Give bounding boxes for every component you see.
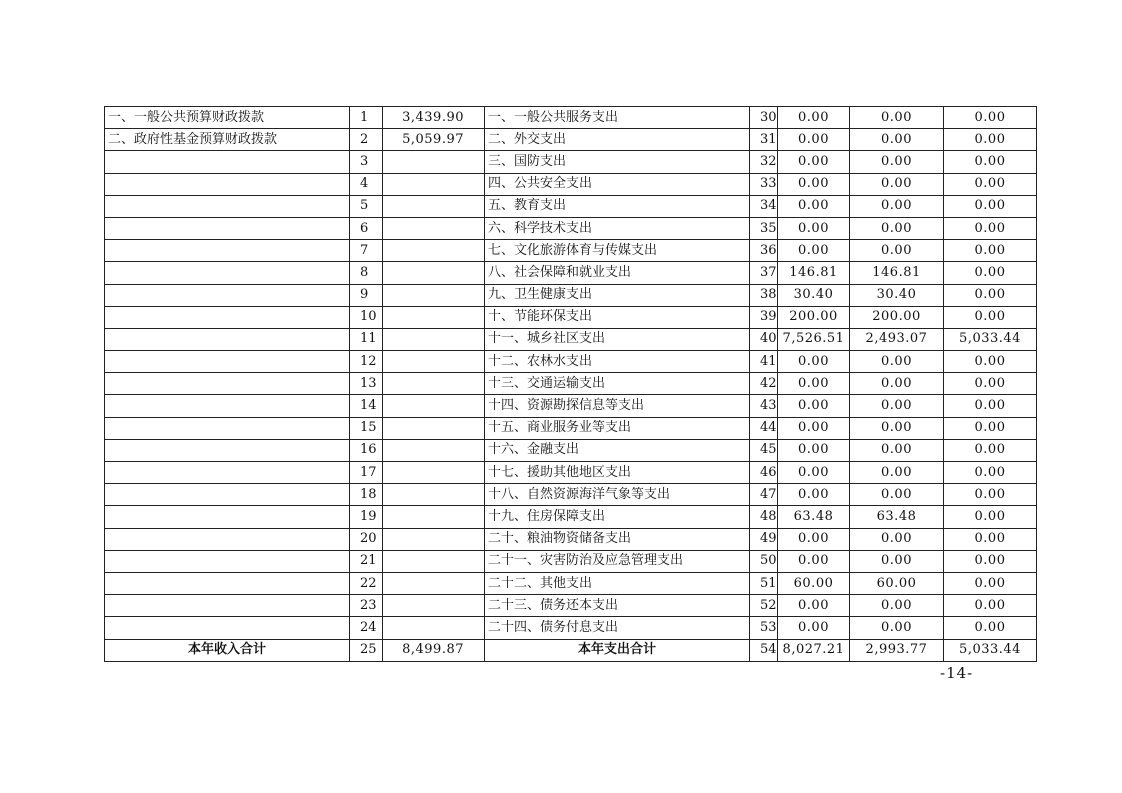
- fund-budget-cell: 5,033.44: [944, 328, 1037, 350]
- expense-item-cell: 十三、交通运输支出: [485, 373, 750, 395]
- expense-line-number-cell: 53: [750, 617, 778, 639]
- general-budget-cell: 0.00: [850, 240, 944, 262]
- line-number-cell: 23: [350, 595, 383, 617]
- expense-total-cell: 200.00: [778, 306, 850, 328]
- table-body: [105, 107, 1037, 662]
- fund-budget-cell: 0.00: [944, 306, 1037, 328]
- expense-total-cell: 0.00: [778, 417, 850, 439]
- line-number-cell: 2: [350, 129, 383, 151]
- expense-item-cell: 五、教育支出: [485, 195, 750, 217]
- expense-total-cell: 63.48: [778, 506, 850, 528]
- income-item-cell: [105, 439, 350, 461]
- expense-line-number-cell: 51: [750, 572, 778, 594]
- fund-budget-cell: 0.00: [944, 195, 1037, 217]
- line-number-cell: 5: [350, 195, 383, 217]
- expense-total-cell: 0.00: [778, 151, 850, 173]
- income-amount-cell: [383, 528, 485, 550]
- income-amount-cell: 3,439.90: [383, 107, 485, 129]
- line-number-cell: 3: [350, 151, 383, 173]
- line-number-cell: 9: [350, 284, 383, 306]
- expense-line-number-cell: 45: [750, 439, 778, 461]
- income-item-cell: [105, 284, 350, 306]
- general-budget-cell: 0.00: [850, 484, 944, 506]
- income-item-cell: [105, 351, 350, 373]
- expense-line-number-cell: 33: [750, 173, 778, 195]
- table-row: [105, 217, 1037, 239]
- budget-table: [104, 106, 1037, 662]
- fund-budget-cell: 0.00: [944, 595, 1037, 617]
- expense-item-cell: 十五、商业服务业等支出: [485, 417, 750, 439]
- income-amount-cell: [383, 373, 485, 395]
- fund-budget-cell: 0.00: [944, 151, 1037, 173]
- general-budget-cell: 0.00: [850, 217, 944, 239]
- line-number-cell: 12: [350, 351, 383, 373]
- income-item-cell: [105, 195, 350, 217]
- line-number-cell: 7: [350, 240, 383, 262]
- income-item-cell: [105, 328, 350, 350]
- table-row: [105, 395, 1037, 417]
- line-number-cell: 15: [350, 417, 383, 439]
- fund-budget-cell: 0.00: [944, 262, 1037, 284]
- fund-budget-cell: 0.00: [944, 173, 1037, 195]
- income-item-cell: [105, 173, 350, 195]
- expense-line-number-cell: 49: [750, 528, 778, 550]
- general-budget-cell: 0.00: [850, 173, 944, 195]
- expense-total-cell: 30.40: [778, 284, 850, 306]
- table-row: [105, 173, 1037, 195]
- income-item-cell: [105, 306, 350, 328]
- line-number-cell: 13: [350, 373, 383, 395]
- income-amount-cell: [383, 195, 485, 217]
- income-amount-cell: [383, 484, 485, 506]
- general-budget-total: 2,993.77: [850, 639, 944, 661]
- fund-budget-total: 5,033.44: [944, 639, 1037, 661]
- income-item-cell: [105, 240, 350, 262]
- expense-item-cell: 十八、自然资源海洋气象等支出: [485, 484, 750, 506]
- general-budget-cell: 200.00: [850, 306, 944, 328]
- general-budget-cell: 2,493.07: [850, 328, 944, 350]
- income-item-cell: [105, 506, 350, 528]
- expense-total-cell: 0.00: [778, 617, 850, 639]
- income-item-cell: [105, 550, 350, 572]
- fund-budget-cell: 0.00: [944, 439, 1037, 461]
- line-number-cell: 11: [350, 328, 383, 350]
- table-row: [105, 351, 1037, 373]
- general-budget-cell: 0.00: [850, 151, 944, 173]
- expense-line-number-cell: 47: [750, 484, 778, 506]
- general-budget-cell: 0.00: [850, 595, 944, 617]
- expense-item-cell: 二十四、债务付息支出: [485, 617, 750, 639]
- income-item-cell: [105, 151, 350, 173]
- fund-budget-cell: 0.00: [944, 572, 1037, 594]
- income-total-label: 本年收入合计: [105, 639, 350, 661]
- expense-item-cell: 八、社会保障和就业支出: [485, 262, 750, 284]
- general-budget-cell: 0.00: [850, 195, 944, 217]
- table-row: [105, 462, 1037, 484]
- general-budget-cell: 0.00: [850, 462, 944, 484]
- expense-total-cell: 0.00: [778, 240, 850, 262]
- table-row: [105, 528, 1037, 550]
- general-budget-cell: 0.00: [850, 107, 944, 129]
- fund-budget-cell: 0.00: [944, 417, 1037, 439]
- line-number-cell: 19: [350, 506, 383, 528]
- income-amount-cell: [383, 151, 485, 173]
- expense-line-number-cell: 42: [750, 373, 778, 395]
- fund-budget-cell: 0.00: [944, 462, 1037, 484]
- income-item-cell: [105, 572, 350, 594]
- table-row: [105, 306, 1037, 328]
- line-number-cell: 18: [350, 484, 383, 506]
- income-item-cell: [105, 217, 350, 239]
- general-budget-cell: 0.00: [850, 417, 944, 439]
- fund-budget-cell: 0.00: [944, 129, 1037, 151]
- income-amount-cell: [383, 328, 485, 350]
- general-budget-cell: 63.48: [850, 506, 944, 528]
- income-amount-cell: [383, 284, 485, 306]
- expense-line-number-cell: 43: [750, 395, 778, 417]
- expense-line-number-cell: 54: [750, 639, 778, 661]
- general-budget-cell: 0.00: [850, 395, 944, 417]
- table-row: [105, 484, 1037, 506]
- fund-budget-cell: 0.00: [944, 373, 1037, 395]
- fund-budget-cell: 0.00: [944, 240, 1037, 262]
- page-number: -14-: [940, 664, 974, 682]
- totals-row: [105, 639, 1037, 661]
- expense-item-cell: 二十三、债务还本支出: [485, 595, 750, 617]
- expense-item-cell: 六、科学技术支出: [485, 217, 750, 239]
- fund-budget-cell: 0.00: [944, 506, 1037, 528]
- line-number-cell: 6: [350, 217, 383, 239]
- line-number-cell: 25: [350, 639, 383, 661]
- income-amount-cell: [383, 617, 485, 639]
- table-row: [105, 417, 1037, 439]
- expense-total-cell: 0.00: [778, 439, 850, 461]
- income-amount-cell: [383, 439, 485, 461]
- table-row: [105, 617, 1037, 639]
- expense-line-number-cell: 35: [750, 217, 778, 239]
- income-item-cell: [105, 595, 350, 617]
- fund-budget-cell: 0.00: [944, 528, 1037, 550]
- expense-item-cell: 十九、住房保障支出: [485, 506, 750, 528]
- general-budget-cell: 146.81: [850, 262, 944, 284]
- expense-item-cell: 七、文化旅游体育与传媒支出: [485, 240, 750, 262]
- general-budget-cell: 0.00: [850, 129, 944, 151]
- income-amount-cell: [383, 506, 485, 528]
- income-amount-cell: [383, 462, 485, 484]
- table-row: [105, 595, 1037, 617]
- income-amount-cell: [383, 173, 485, 195]
- income-amount-cell: [383, 550, 485, 572]
- income-item-cell: [105, 617, 350, 639]
- expense-total-cell: 0.00: [778, 484, 850, 506]
- expense-line-number-cell: 41: [750, 351, 778, 373]
- table-row: [105, 439, 1037, 461]
- expense-item-cell: 十七、援助其他地区支出: [485, 462, 750, 484]
- fund-budget-cell: 0.00: [944, 284, 1037, 306]
- expense-item-cell: 一、一般公共服务支出: [485, 107, 750, 129]
- expense-total-cell: 0.00: [778, 129, 850, 151]
- expense-item-cell: 十、节能环保支出: [485, 306, 750, 328]
- line-number-cell: 22: [350, 572, 383, 594]
- expense-total-cell: 0.00: [778, 373, 850, 395]
- income-item-cell: [105, 395, 350, 417]
- income-amount-cell: [383, 595, 485, 617]
- expense-total-cell: 0.00: [778, 550, 850, 572]
- fund-budget-cell: 0.00: [944, 351, 1037, 373]
- income-amount-cell: 5,059.97: [383, 129, 485, 151]
- table-row: [105, 550, 1037, 572]
- table-row: [105, 262, 1037, 284]
- general-budget-cell: 0.00: [850, 550, 944, 572]
- expense-grand-total: 8,027.21: [778, 639, 850, 661]
- income-amount-cell: [383, 217, 485, 239]
- income-amount-cell: [383, 572, 485, 594]
- fund-budget-cell: 0.00: [944, 617, 1037, 639]
- expense-line-number-cell: 38: [750, 284, 778, 306]
- general-budget-cell: 0.00: [850, 351, 944, 373]
- table-row: [105, 107, 1037, 129]
- expense-line-number-cell: 44: [750, 417, 778, 439]
- table-row: [105, 328, 1037, 350]
- expense-line-number-cell: 30: [750, 107, 778, 129]
- fund-budget-cell: 0.00: [944, 217, 1037, 239]
- expense-item-cell: 二十二、其他支出: [485, 572, 750, 594]
- income-total-amount: 8,499.87: [383, 639, 485, 661]
- income-item-cell: [105, 417, 350, 439]
- fund-budget-cell: 0.00: [944, 395, 1037, 417]
- expense-line-number-cell: 52: [750, 595, 778, 617]
- income-amount-cell: [383, 417, 485, 439]
- income-item-cell: [105, 462, 350, 484]
- table-row: [105, 506, 1037, 528]
- expense-total-cell: 146.81: [778, 262, 850, 284]
- income-item-cell: 二、政府性基金预算财政拨款: [105, 129, 350, 151]
- expense-total-cell: 0.00: [778, 217, 850, 239]
- income-item-cell: 一、一般公共预算财政拨款: [105, 107, 350, 129]
- expense-item-cell: 二、外交支出: [485, 129, 750, 151]
- expense-total-cell: 7,526.51: [778, 328, 850, 350]
- income-item-cell: [105, 373, 350, 395]
- table-row: [105, 373, 1037, 395]
- expense-line-number-cell: 37: [750, 262, 778, 284]
- income-amount-cell: [383, 351, 485, 373]
- line-number-cell: 14: [350, 395, 383, 417]
- line-number-cell: 4: [350, 173, 383, 195]
- line-number-cell: 8: [350, 262, 383, 284]
- expense-total-cell: 0.00: [778, 173, 850, 195]
- expense-item-cell: 二十、粮油物资储备支出: [485, 528, 750, 550]
- fund-budget-cell: 0.00: [944, 107, 1037, 129]
- expense-line-number-cell: 32: [750, 151, 778, 173]
- expense-total-cell: 0.00: [778, 395, 850, 417]
- expense-item-cell: 十二、农林水支出: [485, 351, 750, 373]
- expense-item-cell: 十四、资源勘探信息等支出: [485, 395, 750, 417]
- table-row: [105, 151, 1037, 173]
- table-row: [105, 195, 1037, 217]
- general-budget-cell: 60.00: [850, 572, 944, 594]
- expense-item-cell: 四、公共安全支出: [485, 173, 750, 195]
- general-budget-cell: 0.00: [850, 617, 944, 639]
- line-number-cell: 17: [350, 462, 383, 484]
- line-number-cell: 24: [350, 617, 383, 639]
- expense-line-number-cell: 34: [750, 195, 778, 217]
- table-row: [105, 129, 1037, 151]
- income-item-cell: [105, 262, 350, 284]
- expense-total-cell: 0.00: [778, 595, 850, 617]
- expense-item-cell: 十一、城乡社区支出: [485, 328, 750, 350]
- expense-total-cell: 0.00: [778, 462, 850, 484]
- expense-total-label: 本年支出合计: [485, 639, 750, 661]
- expense-line-number-cell: 50: [750, 550, 778, 572]
- general-budget-cell: 0.00: [850, 439, 944, 461]
- expense-total-cell: 60.00: [778, 572, 850, 594]
- line-number-cell: 10: [350, 306, 383, 328]
- expense-total-cell: 0.00: [778, 107, 850, 129]
- general-budget-cell: 30.40: [850, 284, 944, 306]
- table-row: [105, 284, 1037, 306]
- expense-item-cell: 九、卫生健康支出: [485, 284, 750, 306]
- expense-item-cell: 十六、金融支出: [485, 439, 750, 461]
- line-number-cell: 21: [350, 550, 383, 572]
- expense-item-cell: 三、国防支出: [485, 151, 750, 173]
- income-item-cell: [105, 484, 350, 506]
- line-number-cell: 1: [350, 107, 383, 129]
- expense-line-number-cell: 40: [750, 328, 778, 350]
- fund-budget-cell: 0.00: [944, 550, 1037, 572]
- expense-line-number-cell: 46: [750, 462, 778, 484]
- line-number-cell: 16: [350, 439, 383, 461]
- table-row: [105, 572, 1037, 594]
- expense-total-cell: 0.00: [778, 351, 850, 373]
- income-item-cell: [105, 528, 350, 550]
- expense-line-number-cell: 48: [750, 506, 778, 528]
- expense-line-number-cell: 31: [750, 129, 778, 151]
- general-budget-cell: 0.00: [850, 528, 944, 550]
- expense-line-number-cell: 39: [750, 306, 778, 328]
- income-amount-cell: [383, 306, 485, 328]
- expense-item-cell: 二十一、灾害防治及应急管理支出: [485, 550, 750, 572]
- income-amount-cell: [383, 395, 485, 417]
- expense-total-cell: 0.00: [778, 195, 850, 217]
- expense-line-number-cell: 36: [750, 240, 778, 262]
- general-budget-cell: 0.00: [850, 373, 944, 395]
- table-row: [105, 240, 1037, 262]
- fund-budget-cell: 0.00: [944, 484, 1037, 506]
- line-number-cell: 20: [350, 528, 383, 550]
- income-amount-cell: [383, 262, 485, 284]
- income-amount-cell: [383, 240, 485, 262]
- expense-total-cell: 0.00: [778, 528, 850, 550]
